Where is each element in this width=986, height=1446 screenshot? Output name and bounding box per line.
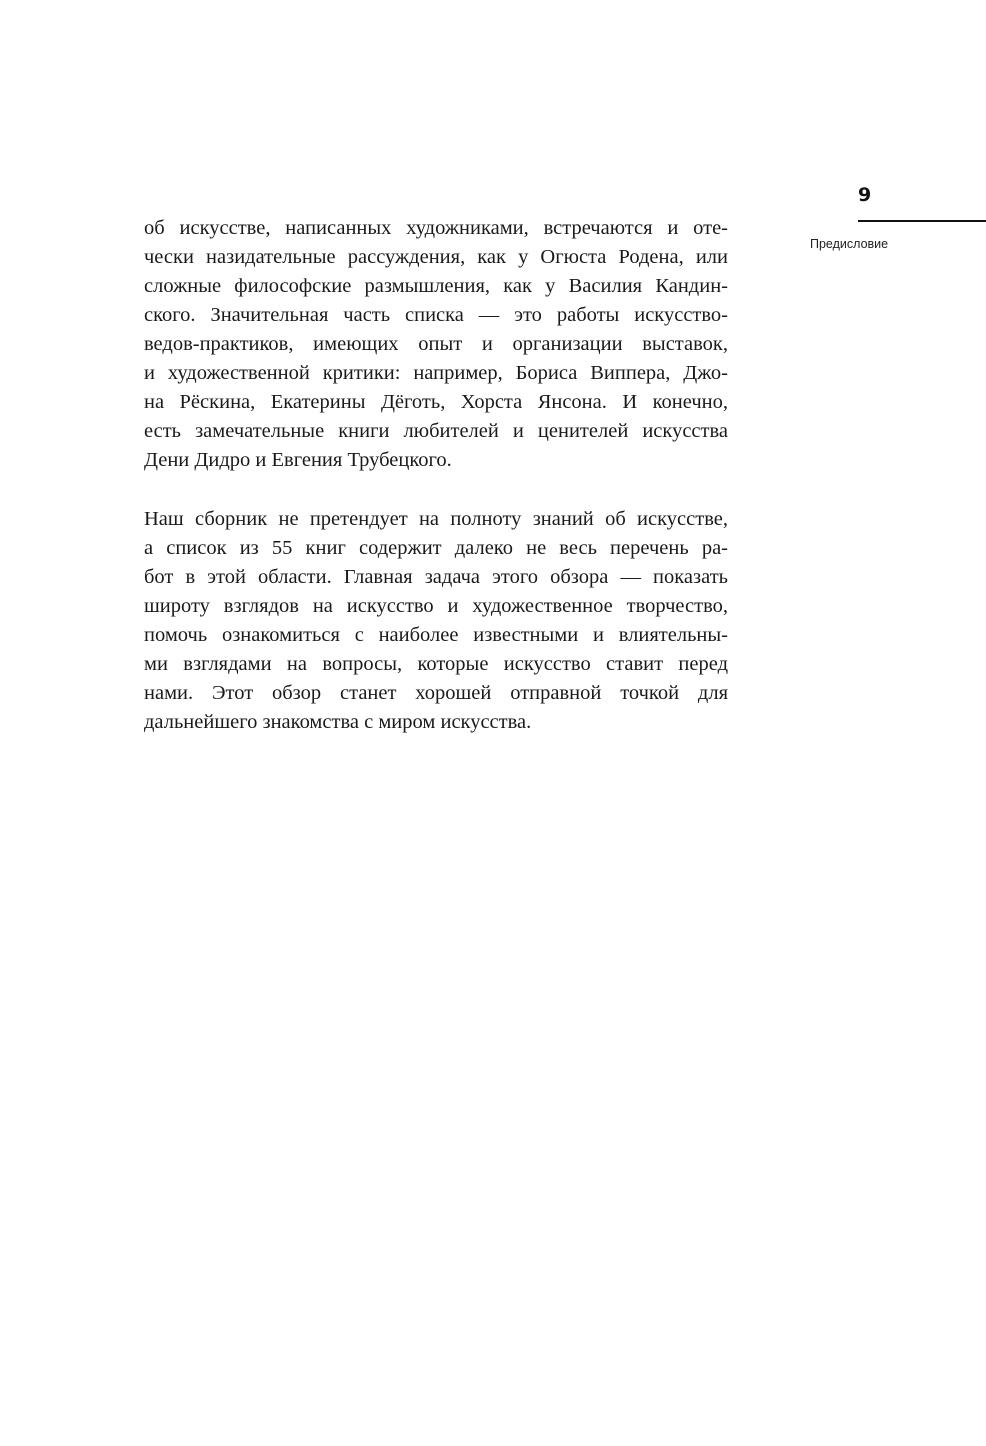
text-line: широту взглядов на искусство и художественное творчество, xyxy=(144,595,728,617)
body-text xyxy=(144,214,728,737)
header-rule xyxy=(858,220,986,222)
text-line: ми взглядами на вопросы, которые искусство ставит перед xyxy=(144,653,728,675)
paragraph-1 xyxy=(144,214,728,475)
text-line: чески назидательные рассуждения, как у Огюста Родена, или xyxy=(144,246,728,268)
text-line: об искусстве, написанных художниками, встречаются и оте- xyxy=(144,217,728,239)
text-line: бот в этой области. Главная задача этого обзора — показать xyxy=(144,566,728,588)
text-line: сложные философские размышления, как у Василия Кандин- xyxy=(144,275,728,297)
text-line: ского. Значительная часть списка — это работы искусство- xyxy=(144,304,728,326)
text-line: Наш сборник не претендует на полноту знаний об искусстве, xyxy=(144,508,728,530)
text-line: а список из 55 книг содержит далеко не весь перечень ра- xyxy=(144,537,728,559)
paragraph-gap xyxy=(144,475,728,505)
text-line: есть замечательные книги любителей и ценителей искусства xyxy=(144,420,728,442)
page-number: 9 xyxy=(858,184,872,206)
text-line: дальнейшего знакомства с миром искусства. xyxy=(144,711,532,733)
running-header-section-title: Предисловие xyxy=(810,237,889,251)
text-line: Дени Дидро и Евгения Трубецкого. xyxy=(144,449,452,471)
text-line: ведов-практиков, имеющих опыт и организации выставок, xyxy=(144,333,728,355)
text-line: и художественной критики: например, Бориса Виппера, Джо- xyxy=(144,362,728,384)
paragraph-2 xyxy=(144,505,728,737)
text-line: нами. Этот обзор станет хорошей отправной точкой для xyxy=(144,682,728,704)
text-line: помочь ознакомиться с наиболее известными и влиятельны- xyxy=(144,624,728,646)
text-line: на Рёскина, Екатерины Дёготь, Хорста Янсона. И конечно, xyxy=(144,391,728,413)
